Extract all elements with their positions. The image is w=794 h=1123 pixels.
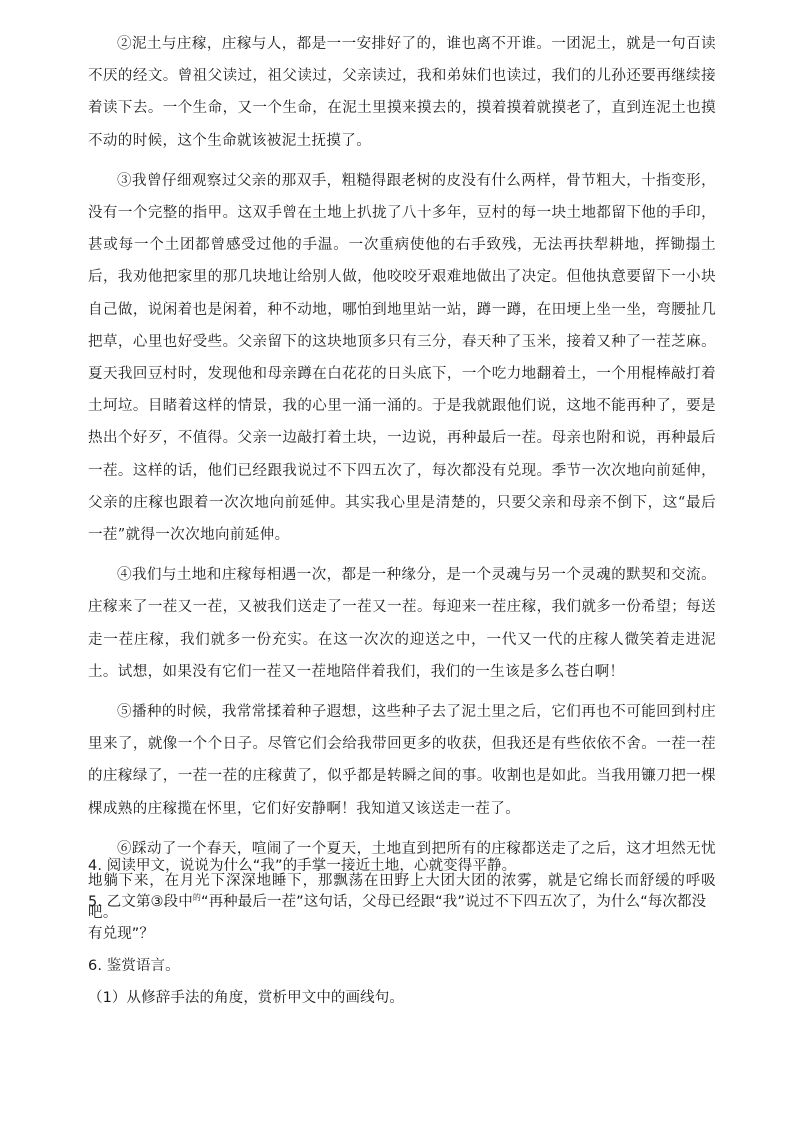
question-6-part-1: （1）从修辞手法的角度，赏析甲文中的画线句。 — [88, 990, 404, 1006]
paragraph-2: ②泥土与庄稼，庄稼与人，都是一一安排好了的，谁也离不开谁。一团泥土，就是一句百读不厌的经文。曾祖父读过，祖父读过，父亲读过，我和弟妹们也读过，我们的儿孙还要再继续接着读下去。一个生命，又一个生命，在泥土里摸来摸去的，摸着摸着就摸老了，直到连泥土也摸不动的时候，这个生命就该被泥土抚摸了。 — [88, 36, 716, 149]
reading-passage — [88, 28, 716, 937]
question-5 — [88, 882, 720, 950]
question-5-lead: 5. 乙文第③段中 — [88, 894, 193, 910]
question-5-small-char: 的 — [192, 893, 201, 902]
paragraph-3: ③我曾仔细观察过父亲的那双手，粗糙得跟老树的皮没有什么两样，骨节粗大，十指变形，没有一个完整的指甲。这双手曾在土地上扒拢了八十多年，豆村的每一块土地都留下他的手印，甚或每一个土团都曾感受过他的手温。一次重病使他的右手致残，无法再扶犁耕地，挥锄搨土后，我劝他把家里的那几块地让给别人做，他咬咬牙艰难地做出了决定。但他执意要留下一小块自己做，说闲着也是闲着，种不动地，哪怕到地里站一站，蹲一蹲，在田埂上坐一坐，弯腰扯几把草，心里也好受些。父亲留下的这块地顶多只有三分，春天种了玉米，接着又种了一茬芝麻。夏天我回豆村时，发现他和母亲蹲在白花花的日头底下，一个吃力地翻着土，一个用棍棒敲打着土坷垃。目睹着这样的情景，我的心里一涌一涌的。于是我就跟他们说，这地不能再种了，要是热出个好歹，不值得。父亲一边敲打着土块，一边说，再种最后一茬。母亲也附和说，再种最后一茬。这样的话，他们已经跟我说过不下四五次了，每次都没有兑现。季节一次次地向前延伸，父亲的庄稼也跟着一次次地向前延伸。其实我心里是清楚的，只要父亲和母亲不倒下，这“最后一茬”就得一次次地向前延伸。 — [88, 172, 716, 544]
question-5-body: “再种最后一茬”这句话，父母已经跟“我”说过不下四五次了，为什么“每次都没有兑现”？ — [88, 894, 707, 942]
question-list — [88, 850, 720, 1014]
paragraph-5: ⑤播种的时候，我常常揉着种子遐想，这些种子去了泥土里之后，它们再也不可能回到村庄里来了，就像一个个日子。尽管它们会给我带回更多的收获，但我还是有些依依不舍。一茬一茬的庄稼绿了，一茬一茬的庄稼黄了，似乎都是转瞬之间的事。收割也是如此。当我用镰刀把一棵棵成熟的庄稼揽在怀里，它们好安静啊！我知道又该送走一茬了。 — [88, 704, 716, 817]
question-4: 4. 阅读甲文，说说为什么“我”的手掌一接近土地，心就变得平静。 — [88, 858, 517, 874]
question-6: 6. 鉴赏语言。 — [88, 958, 180, 974]
paragraph-6: ⑥踩动了一个春天，喧闹了一个夏天，土地直到把所有的庄稼都送走了之后，这才坦然无忧地躺下来，在月光下深深地睡下，那飘荡在田野上大团大团的浓雾，就是它绵长而舒缓的呼吸吧。 — [88, 840, 716, 922]
paragraph-4: ④我们与土地和庄稼每相遇一次，都是一种缘分，是一个灵魂与另一个灵魂的默契和交流。庄稼来了一茬又一茬，又被我们送走了一茬又一茬。每迎来一茬庄稼，我们就多一份希望；每送走一茬庄稼，我们就多一份充实。在这一次次的迎送之中，一代又一代的庄稼人微笑着走进泥土。试想，如果没有它们一茬又一茬地陪伴着我们，我们的一生该是多么苍白啊！ — [88, 567, 716, 680]
